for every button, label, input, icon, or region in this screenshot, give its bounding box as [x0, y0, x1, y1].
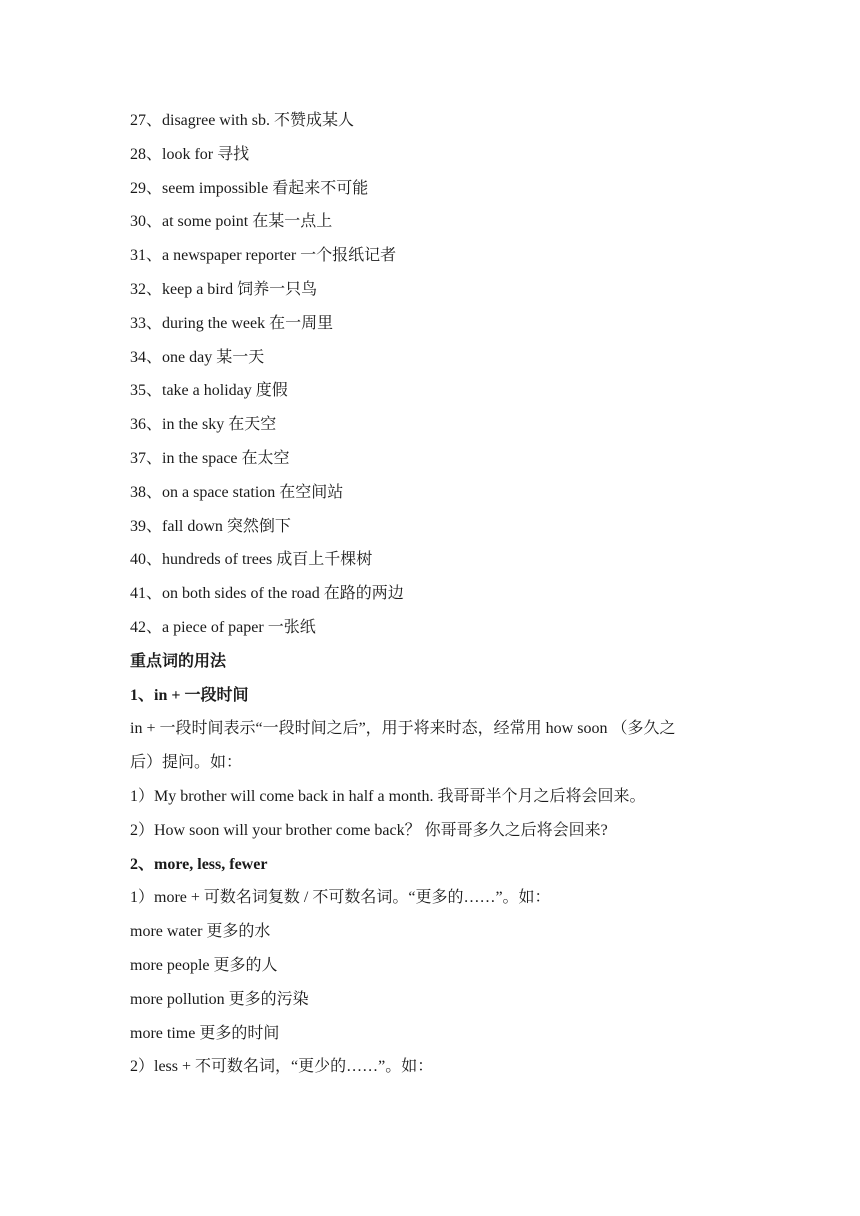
phrase-item: 27、disagree with sb. 不赞成某人	[130, 112, 354, 129]
phrase-item: 39、fall down 突然倒下	[130, 517, 291, 535]
point2-rule-1: 1）more + 可数名词复数 / 不可数名词。“更多的……”。如：	[130, 889, 551, 907]
example-item: more time 更多的时间	[130, 1024, 280, 1042]
point1-description: in + 一段时间表示“一段时间之后”，用于将来时态，经常用 how soon （多久之	[130, 720, 676, 738]
section-heading: 重点词的用法	[130, 652, 227, 670]
phrase-item: 38、on a space station 在空间站	[130, 483, 344, 501]
phrase-item: 36、in the sky 在天空	[130, 416, 277, 434]
phrase-item: 32、keep a bird 饲养一只鸟	[130, 280, 318, 298]
document-page	[130, 104, 750, 1084]
point1-example-1: 1）My brother will come back in half a month. 我哥哥半个月之后将会回来。	[130, 787, 646, 805]
phrase-item: 42、a piece of paper 一张纸	[130, 618, 316, 636]
phrase-item: 40、hundreds of trees 成百上千棵树	[130, 551, 373, 569]
phrase-item: 34、one day 某一天	[130, 348, 265, 366]
example-item: more pollution 更多的污染	[130, 990, 309, 1008]
point1-example-2: 2）How soon will your brother come back？ 你哥哥多久之后将会回来?	[130, 821, 608, 839]
phrase-item: 29、seem impossible 看起来不可能	[130, 179, 369, 197]
point1-heading: 1、in + 一段时间	[130, 686, 249, 704]
phrase-item: 35、take a holiday 度假	[130, 382, 288, 400]
phrase-item: 37、in the space 在太空	[130, 449, 290, 467]
point1-description-cont: 后）提问。如：	[130, 754, 243, 772]
phrase-item: 33、during the week 在一周里	[130, 314, 334, 332]
phrase-item: 28、look for 寻找	[130, 145, 250, 163]
point2-heading: 2、more, less, fewer	[130, 855, 268, 873]
example-item: more water 更多的水	[130, 923, 271, 941]
phrase-item: 30、at some point 在某一点上	[130, 213, 333, 231]
point2-rule-2: 2）less + 不可数名词，“更少的……”。如：	[130, 1058, 434, 1076]
phrase-item: 31、a newspaper reporter 一个报纸记者	[130, 247, 397, 265]
example-item: more people 更多的人	[130, 956, 278, 974]
phrase-item: 41、on both sides of the road 在路的两边	[130, 585, 404, 603]
